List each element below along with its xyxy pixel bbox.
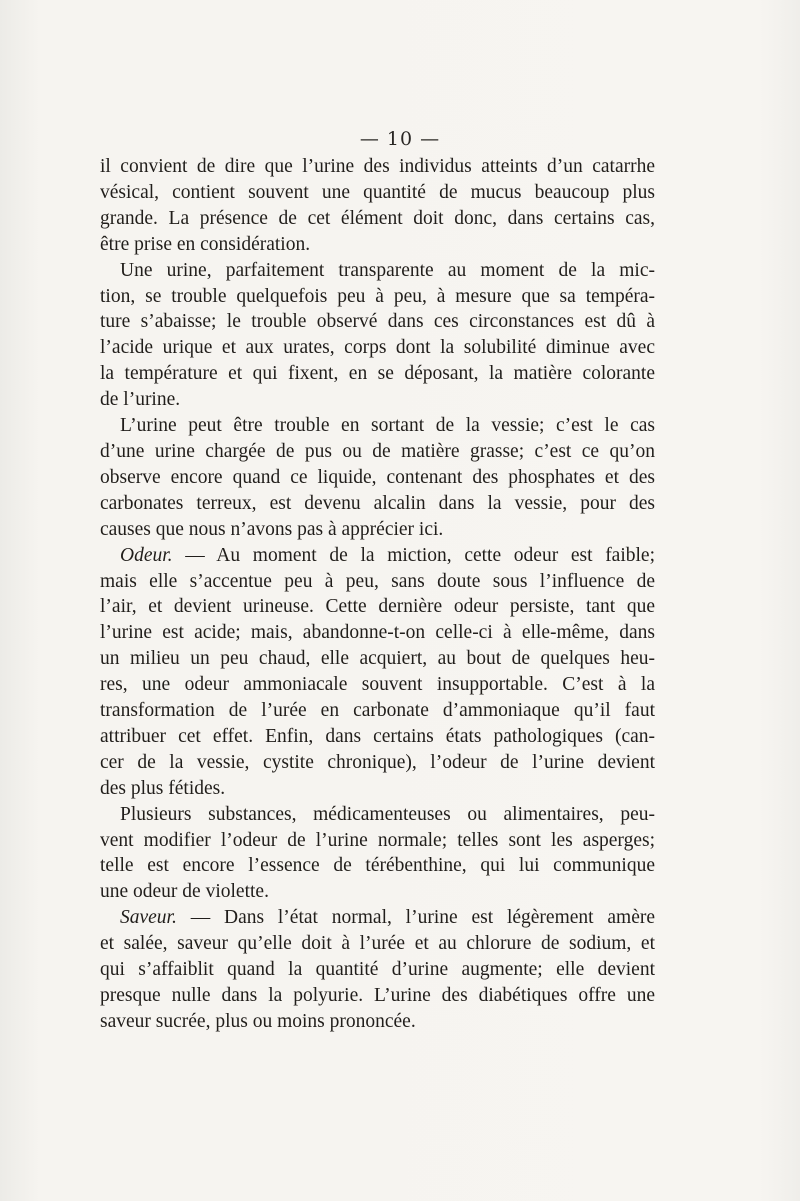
text-line: vent modifier l’odeur de l’urine normale; telles sont les asperges; <box>100 829 655 851</box>
text-line: observe encore quand ce liquide, contenant des phosphates et des <box>100 466 655 488</box>
text-line: l’acide urique et aux urates, corps dont la solubilité diminue avec <box>100 337 655 359</box>
text-line: mais elle s’accentue peu à peu, sans doute sous l’influence de <box>100 570 655 592</box>
text-line: L’urine peut être trouble en sortant de la vessie; c’est le cas <box>120 415 655 437</box>
text-fragment: — Dans l’état normal, l’urine est légèrement amère <box>176 907 655 929</box>
section-keyword-odeur: Odeur. <box>120 544 173 566</box>
text-line: l’air, et devient urineuse. Cette dernière odeur persiste, tant que <box>100 596 655 618</box>
text-line <box>100 905 655 931</box>
text-line: attribuer cet effet. Enfin, dans certains états pathologiques (can- <box>100 725 655 747</box>
body-text <box>100 154 655 1035</box>
text-line: ture s’abaisse; le trouble observé dans ces circonstances est dû à <box>100 311 655 333</box>
text-line: cer de la vessie, cystite chronique), l’odeur de l’urine devient <box>100 751 655 773</box>
text-line: tion, se trouble quelquefois peu à peu, à mesure que sa tempéra- <box>100 285 655 307</box>
text-line: être prise en considération. <box>100 233 311 255</box>
text-line: Une urine, parfaitement transparente au moment de la mic- <box>120 259 655 281</box>
text-line: un milieu un peu chaud, elle acquiert, au bout de quelques heu- <box>100 648 655 670</box>
text-line: d’une urine chargée de pus ou de matière grasse; c’est ce qu’on <box>100 440 655 462</box>
text-fragment: — Au moment de la miction, cette odeur est faible; <box>172 544 655 566</box>
text-line: res, une odeur ammoniacale souvent insupportable. C’est à la <box>100 674 655 696</box>
text-line: presque nulle dans la polyurie. L’urine des diabétiques offre une <box>100 985 655 1006</box>
page-number: — 10 — <box>359 128 441 150</box>
paragraph-5 <box>100 802 655 906</box>
text-line: causes que nous n’avons pas à apprécier ici. <box>100 518 444 540</box>
text-line: et salée, saveur qu’elle doit à l’urée et au chlorure de sodium, et <box>100 933 655 955</box>
text-line: saveur sucrée, plus ou moins prononcée. <box>100 1010 416 1032</box>
text-line: grande. La présence de cet élément doit donc, dans certains cas, <box>100 207 655 229</box>
paragraph-odeur <box>100 543 655 802</box>
text-line: de l’urine. <box>100 389 181 411</box>
text-line: telle est encore l’essence de térébenthine, qui lui communique <box>100 855 655 877</box>
text-line: transformation de l’urée en carbonate d’ammoniaque qu’il faut <box>100 700 655 722</box>
paragraph-3 <box>100 413 655 543</box>
paragraph-1 <box>100 154 655 258</box>
text-line: une odeur de violette. <box>100 881 269 903</box>
text-line: Plusieurs substances, médicamenteuses ou alimentaires, peu- <box>120 803 655 825</box>
text-line: qui s’affaiblit quand la quantité d’urine augmente; elle devient <box>100 959 655 981</box>
section-keyword-saveur: Saveur. <box>120 907 177 929</box>
text-line: vésical, contient souvent une quantité de mucus beaucoup plus <box>100 181 655 203</box>
text-line <box>100 543 655 569</box>
text-line: carbonates terreux, est devenu alcalin dans la vessie, pour des <box>100 492 655 514</box>
paragraph-2 <box>100 258 655 413</box>
text-line: il convient de dire que l’urine des individus atteints d’un catarrhe <box>100 156 655 177</box>
paragraph-saveur <box>100 905 655 1035</box>
text-line: la température et qui fixent, en se déposant, la matière colorante <box>100 363 655 385</box>
text-line: des plus fétides. <box>100 777 226 799</box>
text-line: l’urine est acide; mais, abandonne-t-on celle-ci à elle-même, dans <box>100 622 655 644</box>
